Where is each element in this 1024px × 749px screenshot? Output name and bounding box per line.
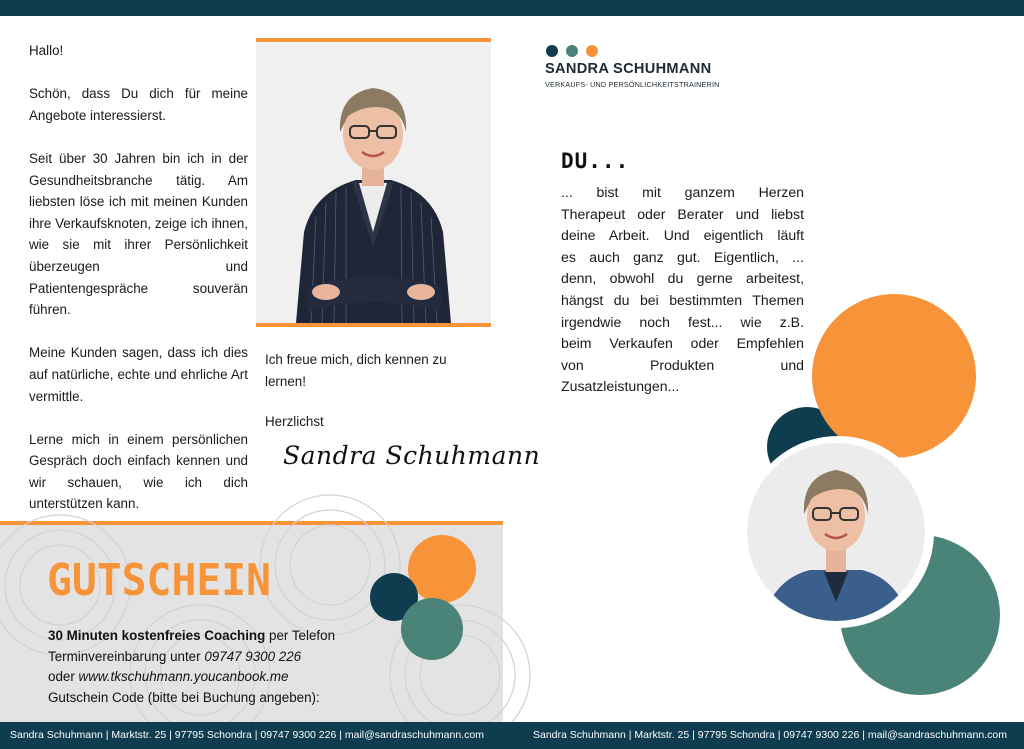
- brand-name: SANDRA SCHUHMANN: [545, 61, 712, 77]
- du-line: hängst du bei bestimmten Themen: [561, 291, 804, 308]
- voucher-title-text: GUTSCHEIN: [47, 555, 271, 606]
- voucher-appointment-label: Terminvereinbarung unter: [48, 648, 205, 664]
- du-line: Therapeut oder Berater und liebst: [561, 205, 804, 222]
- voucher-or: oder: [48, 669, 79, 685]
- voucher-code-label: Gutschein Code (bitte bei Buchung angeben):: [48, 689, 320, 705]
- decorative-circles: [740, 290, 1010, 700]
- du-line: irgendwie noch fest... wie z.B.: [561, 313, 804, 330]
- voucher-booking-link[interactable]: www.tkschuhmann.youcanbook.me: [78, 669, 289, 685]
- du-line: beim Verkaufen oder Empfehlen: [561, 335, 804, 352]
- voucher-title: [47, 551, 277, 606]
- voucher-circles: [366, 535, 482, 663]
- letter-paragraph-3: Meine Kunden sagen, dass ich dies auf natürliche, echte und ehrliche Art vermittle.: [29, 345, 248, 404]
- portrait-photo: [256, 38, 491, 327]
- du-line: denn, obwohl du gerne arbeitest,: [561, 270, 804, 287]
- du-line: Zusatzleistungen...: [561, 378, 680, 395]
- footer-contact-right: Sandra Schuhmann | Marktstr. 25 | 97795 Schondra | 09747 9300 226 | mail@sandraschuhmann.com: [533, 729, 1007, 741]
- signature-text: Sandra Schuhmann: [283, 441, 541, 470]
- voucher-offer: 30 Minuten kostenfreies Coaching: [48, 628, 266, 643]
- du-line: deine Arbeit. Und eigentlich läuft: [561, 227, 804, 244]
- letter-paragraph-1: Schön, dass Du dich für meine Angebote interessierst.: [29, 86, 248, 123]
- closing-greeting: Herzlichst: [265, 414, 324, 430]
- letter-text: [29, 40, 248, 515]
- du-line: es auch ganz gut. Eigentlich, ...: [561, 248, 804, 265]
- letter-paragraph-4: Lerne mich in einem persönlichen Gespräch doch einfach kennen und wir schauen, wie ich dich unterstützen kann.: [29, 431, 248, 512]
- footer-bar: [0, 722, 1024, 749]
- closing-block: [265, 349, 491, 433]
- voucher-text: [48, 626, 378, 708]
- du-heading: DU...: [561, 149, 630, 173]
- signature: [281, 432, 541, 476]
- du-line: ... bist mit ganzem Herzen: [561, 184, 804, 200]
- letter-paragraph-2: Seit über 30 Jahren bin ich in der Gesundheitsbranche tätig. Am liebsten löse ich mit meinen Kunden ihre Verkaufsknoten, zeige ich ihnen, wie sie mit ihrer Persönlichkeit überzeugen und Patientengespräche souverän führen.: [29, 150, 248, 318]
- top-bar: [0, 0, 1024, 16]
- du-line: von Produkten und: [561, 356, 804, 373]
- portrait-illustration: [256, 42, 491, 323]
- letter-hello: Hallo!: [29, 43, 64, 58]
- brand-subtitle: VERKAUFS- UND PERSÖNLICHKEITSTRAINERIN: [545, 80, 720, 89]
- logo-dots-icon: [545, 44, 605, 58]
- voucher-offer-rest: per Telefon: [265, 628, 336, 643]
- voucher-phone[interactable]: 09747 9300 226: [204, 648, 302, 664]
- footer-contact-left: Sandra Schuhmann | Marktstr. 25 | 97795 Schondra | 09747 9300 226 | mail@sandraschuhmann.com: [10, 729, 484, 741]
- closing-line: Ich freue mich, dich kennen zu lernen!: [265, 352, 447, 389]
